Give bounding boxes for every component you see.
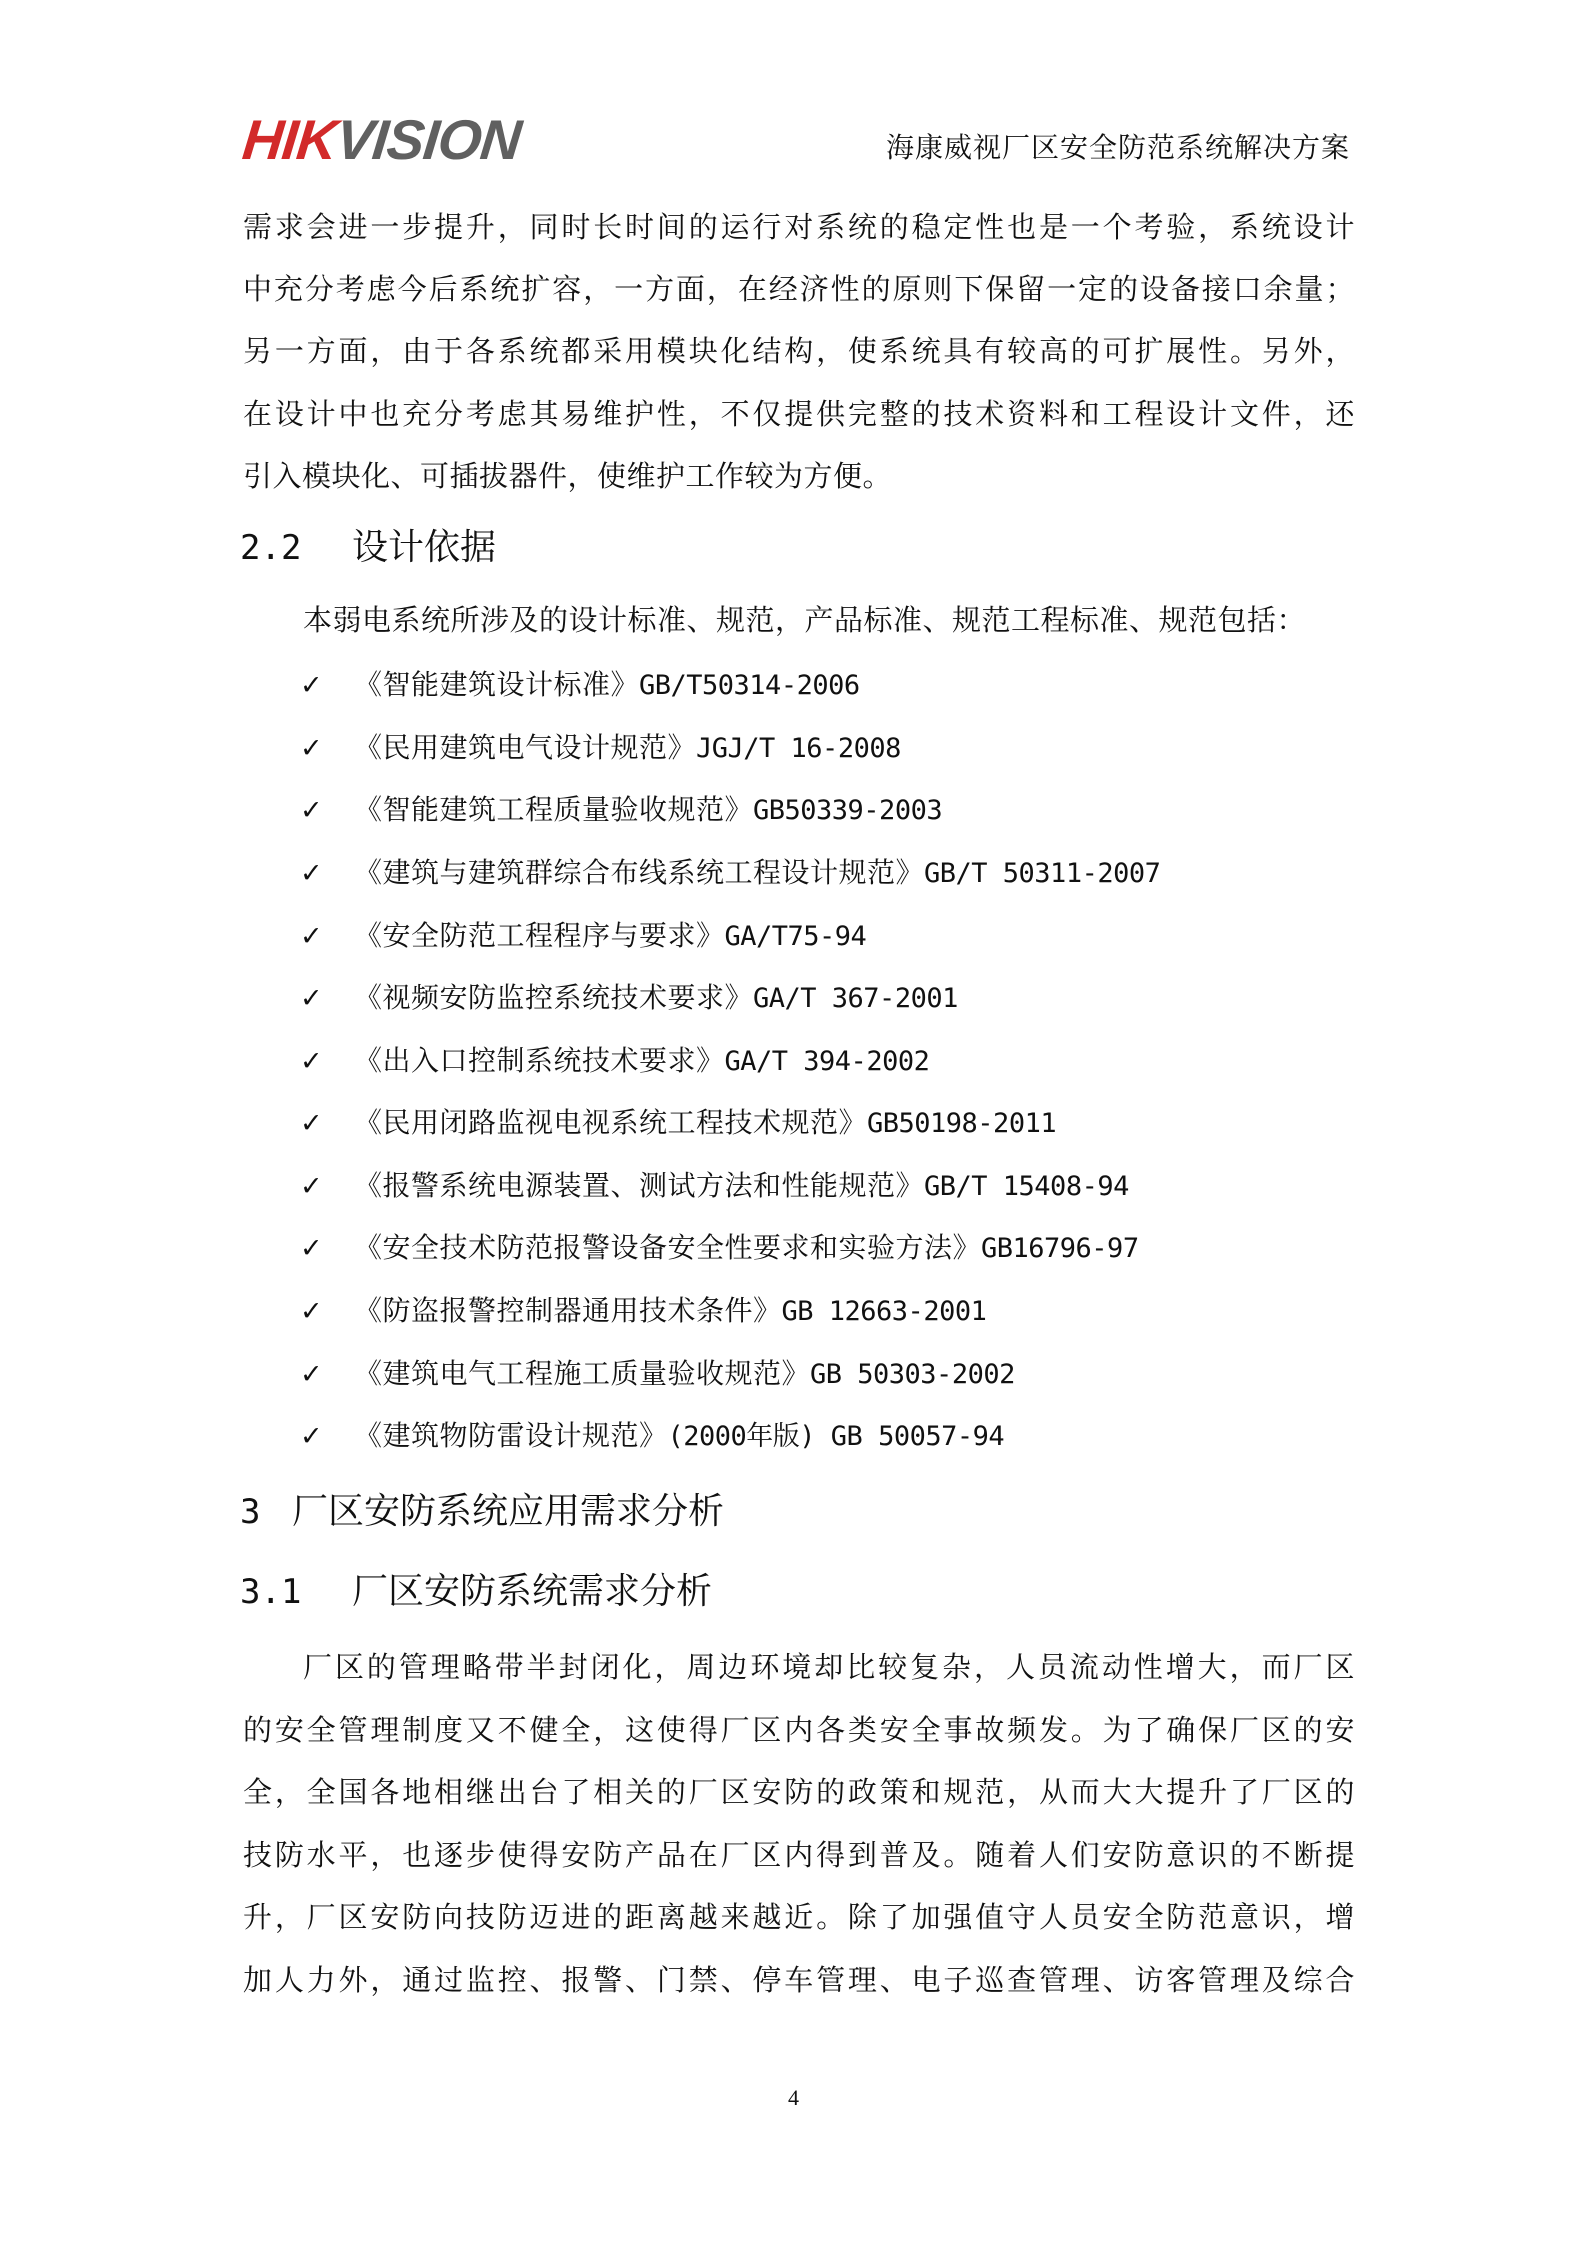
checkmark-icon: ✓ [300, 983, 323, 1014]
list-item [300, 668, 860, 703]
standard-title: 《智能建筑工程质量验收规范》 [354, 793, 754, 826]
checkmark-icon: ✓ [300, 795, 323, 826]
paragraph-line: 升，厂区安防向技防迈进的距离越来越近。除了加强值守人员安全防范意识，增 [243, 1900, 1355, 1934]
paragraph-line: 需求会进一步提升，同时长时间的运行对系统的稳定性也是一个考验，系统设计 [243, 210, 1355, 244]
list-item [300, 793, 942, 828]
standard-code: GA/T 367-2001 [753, 983, 958, 1014]
paragraph-line: 在设计中也充分考虑其易维护性，不仅提供完整的技术资料和工程设计文件，还 [243, 397, 1355, 431]
checkmark-icon: ✓ [300, 1046, 323, 1077]
standard-code: GB50339-2003 [753, 795, 943, 826]
standard-code: JGJ/T 16-2008 [696, 733, 901, 764]
list-item [300, 919, 866, 954]
checkmark-icon: ✓ [300, 670, 323, 701]
list-item [300, 1106, 1056, 1141]
standard-code: GA/T 394-2002 [724, 1046, 930, 1077]
standard-code: GB50198-2011 [867, 1108, 1057, 1139]
section-title: 厂区安防系统应用需求分析 [292, 1491, 725, 1532]
paragraph-line: 中充分考虑今后系统扩容，一方面，在经济性的原则下保留一定的设备接口余量； [243, 272, 1355, 306]
list-item [300, 731, 901, 766]
standard-title: 《建筑物防雷设计规范》 [354, 1419, 668, 1452]
section-intro: 本弱电系统所涉及的设计标准、规范，产品标准、规范工程标准、规范包括： [303, 603, 1307, 637]
standard-title: 《民用建筑电气设计规范》 [354, 731, 697, 764]
paragraph-line: 加人力外，通过监控、报警、门禁、停车管理、电子巡查管理、访客管理及综合 [243, 1963, 1355, 1997]
standard-code: GB/T 15408-94 [924, 1171, 1129, 1202]
list-item [300, 1419, 1004, 1454]
document-title: 海康威视厂区安全防范系统解决方案 [885, 131, 1350, 164]
paragraph-line: 厂区的管理略带半封闭化，周边环境却比较复杂，人员流动性增大，而厂区 [303, 1650, 1355, 1684]
checkmark-icon: ✓ [300, 733, 323, 764]
standard-code: (2000年版) GB 50057-94 [667, 1421, 1005, 1452]
standard-title: 《安全技术防范报警设备安全性要求和实验方法》 [354, 1231, 982, 1264]
page-number: 4 [788, 2085, 799, 2110]
standard-title: 《建筑与建筑群综合布线系统工程设计规范》 [354, 856, 925, 889]
checkmark-icon: ✓ [300, 1421, 323, 1452]
list-item [300, 1231, 1139, 1266]
standard-title: 《出入口控制系统技术要求》 [354, 1044, 725, 1077]
section-number: 3 [240, 1492, 261, 1532]
checkmark-icon: ✓ [300, 1171, 323, 1202]
section-number: 3.1 [240, 1572, 302, 1612]
standard-title: 《视频安防监控系统技术要求》 [354, 981, 754, 1014]
section-heading-3-1 [240, 1570, 712, 1614]
list-item [300, 1044, 929, 1079]
standard-title: 《智能建筑设计标准》 [354, 668, 640, 701]
standard-code: GA/T75-94 [724, 921, 867, 952]
standard-code: GB/T 50311-2007 [924, 858, 1161, 889]
standard-code: GB16796-97 [981, 1233, 1139, 1264]
list-item [300, 1169, 1129, 1204]
list-item [300, 856, 1160, 891]
paragraph-line: 另一方面，由于各系统都采用模块化结构，使系统具有较高的可扩展性。另外， [243, 334, 1355, 368]
checkmark-icon: ✓ [300, 1296, 323, 1327]
checkmark-icon: ✓ [300, 1233, 323, 1264]
standard-title: 《安全防范工程程序与要求》 [354, 919, 725, 952]
standard-code: GB 50303-2002 [810, 1359, 1015, 1390]
section-title: 设计依据 [352, 527, 497, 568]
section-number: 2.2 [240, 528, 302, 568]
paragraph-line: 技防水平，也逐步使得安防产品在厂区内得到普及。随着人们安防意识的不断提 [243, 1838, 1355, 1872]
hikvision-logo [239, 108, 524, 171]
section-heading-3 [240, 1490, 724, 1534]
standard-title: 《建筑电气工程施工质量验收规范》 [354, 1357, 811, 1390]
section-heading-2-2 [240, 526, 496, 570]
standard-code: GB/T50314-2006 [639, 670, 860, 701]
section-title: 厂区安防系统需求分析 [352, 1571, 713, 1612]
paragraph-line: 引入模块化、可插拔器件，使维护工作较为方便。 [243, 459, 893, 493]
list-item [300, 1357, 1015, 1392]
checkmark-icon: ✓ [300, 1359, 323, 1390]
list-item [300, 981, 958, 1016]
checkmark-icon: ✓ [300, 858, 323, 889]
standard-title: 《报警系统电源装置、测试方法和性能规范》 [354, 1169, 925, 1202]
list-item [300, 1294, 986, 1329]
logo-hik: HIK [239, 108, 340, 171]
checkmark-icon: ✓ [300, 921, 323, 952]
logo-vision: VISION [333, 108, 524, 171]
paragraph-line: 全，全国各地相继出台了相关的厂区安防的政策和规范，从而大大提升了厂区的 [243, 1775, 1355, 1809]
checkmark-icon: ✓ [300, 1108, 323, 1139]
standard-title: 《防盗报警控制器通用技术条件》 [354, 1294, 782, 1327]
standard-title: 《民用闭路监视电视系统工程技术规范》 [354, 1106, 868, 1139]
standard-code: GB 12663-2001 [781, 1296, 987, 1327]
paragraph-line: 的安全管理制度又不健全，这使得厂区内各类安全事故频发。为了确保厂区的安 [243, 1713, 1355, 1747]
